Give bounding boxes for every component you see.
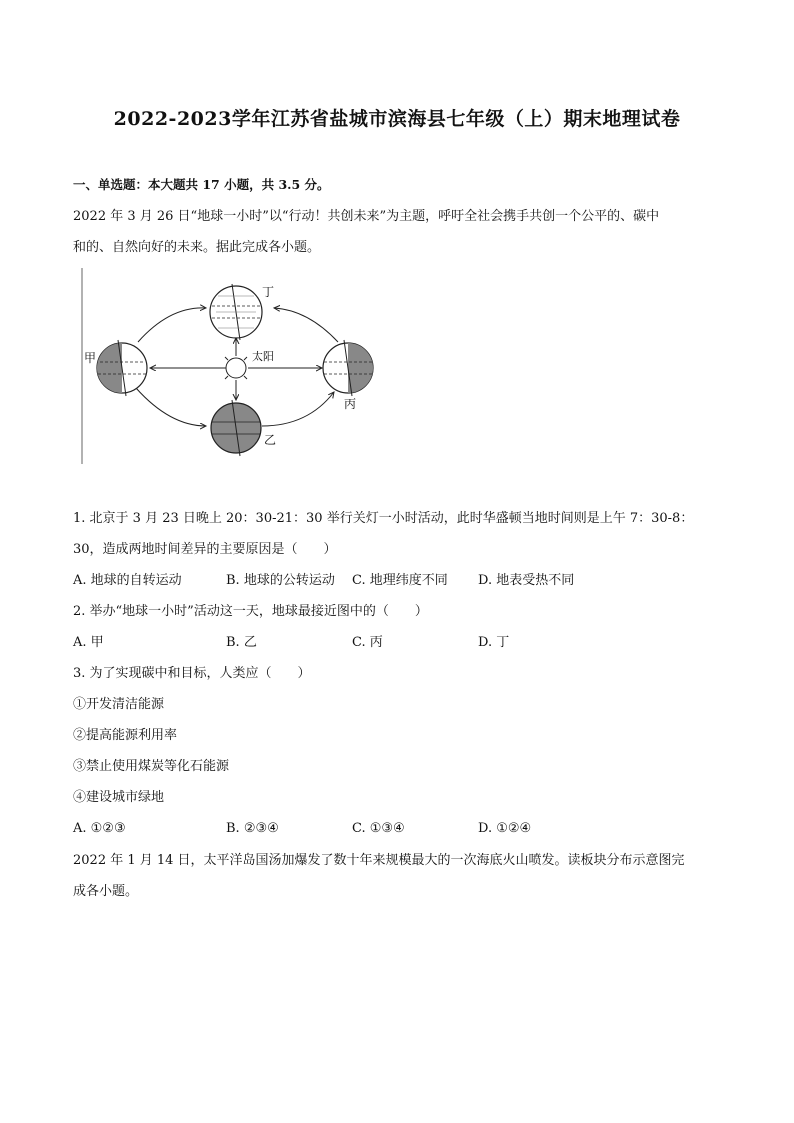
q3-option-c[interactable]: C. ①③④ — [352, 821, 405, 836]
q1-option-a[interactable]: A. 地球的自转运动 — [73, 573, 182, 588]
intro-text-line-1: 2022 年 3 月 26 日“地球一小时”以“行动！共创未来”为主题，呼吁全社会携手共创一个公平的、碳中 — [73, 209, 660, 224]
q1-option-d[interactable]: D. 地表受热不同 — [478, 573, 575, 588]
orbit-arrow — [138, 308, 206, 342]
q2-option-c[interactable]: C. 丙 — [352, 635, 383, 650]
earth-ding — [210, 284, 262, 340]
q3-item-3: ③禁止使用煤炭等化石能源 — [73, 759, 230, 774]
q3-option-a[interactable]: A. ①②③ — [73, 821, 126, 836]
q3-item-4: ④建设城市绿地 — [73, 790, 165, 805]
orbit-arrow — [136, 388, 206, 426]
q1-option-c[interactable]: C. 地理纬度不同 — [352, 573, 448, 588]
orbit-arrow — [262, 392, 334, 426]
label-yi: 乙 — [264, 433, 277, 447]
q1-stem-line-1: 1. 北京于 3 月 23 日晚上 20：30-21：30 举行关灯一小时活动，此时华盛顿当地时间则是上午 7：30-8： — [73, 511, 694, 526]
q3-stem: 3. 为了实现碳中和目标，人类应（ ） — [73, 666, 311, 681]
q3-item-1: ①开发清洁能源 — [73, 697, 165, 712]
q2-stem: 2. 举办“地球一小时”活动这一天，地球最接近图中的（ ） — [73, 604, 428, 619]
earth-revolution-diagram — [78, 266, 418, 466]
label-ding: 丁 — [262, 285, 275, 299]
earth-yi — [211, 400, 261, 456]
revolution-figure-svg — [78, 266, 418, 466]
page-title: 2022-2023学年江苏省盐城市滨海县七年级（上）期末地理试卷 — [113, 108, 681, 130]
q2-option-d[interactable]: D. 丁 — [478, 635, 510, 650]
q1-stem-line-2: 30，造成两地时间差异的主要原因是（ ） — [73, 542, 337, 557]
q2-option-a[interactable]: A. 甲 — [73, 635, 104, 650]
q3-option-d[interactable]: D. ①②④ — [478, 821, 532, 836]
q3-item-2: ②提高能源利用率 — [73, 728, 178, 743]
intro2-text-line-2: 成各小题。 — [73, 884, 139, 899]
intro2-text-line-1: 2022 年 1 月 14 日，太平洋岛国汤加爆发了数十年来规模最大的一次海底火山喷发。读板块分布示意图完 — [73, 853, 685, 868]
intro-text-line-2: 和的、自然向好的未来。据此完成各小题。 — [73, 240, 321, 255]
q2-option-b[interactable]: B. 乙 — [226, 635, 257, 650]
earth-bing — [323, 340, 373, 396]
q3-option-b[interactable]: B. ②③④ — [226, 821, 279, 836]
orbit-arrow — [274, 308, 338, 342]
q1-option-b[interactable]: B. 地球的公转运动 — [226, 573, 335, 588]
sun-label: 太阳 — [252, 350, 274, 363]
earth-jia — [97, 340, 147, 396]
section-heading: 一、单选题：本大题共 17 小题，共 3.5 分。 — [73, 177, 330, 192]
label-jia: 甲 — [84, 351, 97, 365]
label-bing: 丙 — [344, 397, 357, 411]
